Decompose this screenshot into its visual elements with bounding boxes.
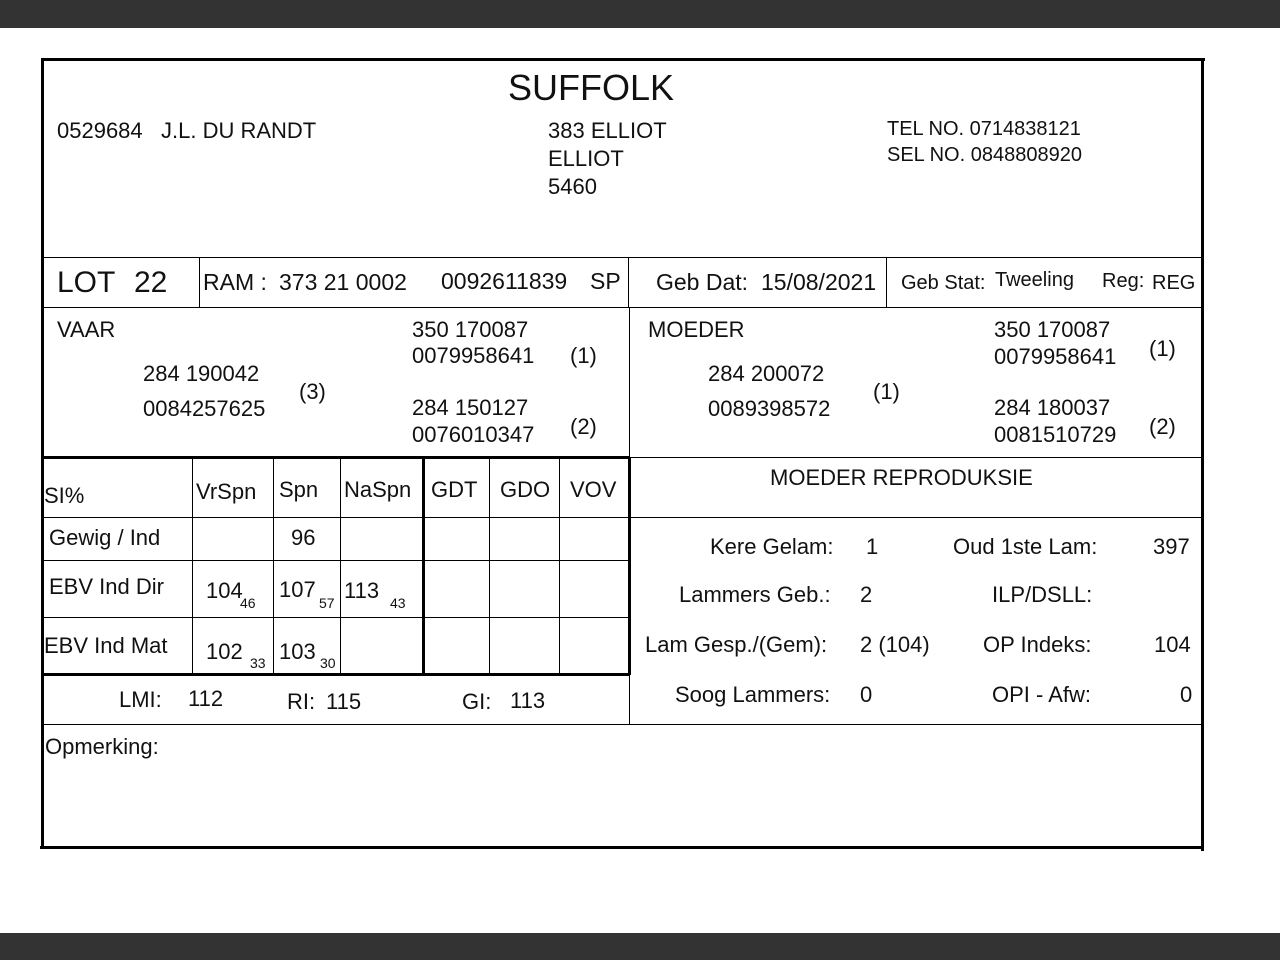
col-header-vov: VOV [570, 477, 617, 502]
lot-number: 22 [134, 266, 168, 299]
birth-date-label: Geb Dat: [656, 269, 749, 295]
birth-stat: Tweeling [995, 269, 1074, 291]
address-line-1: 383 ELLIOT [548, 118, 667, 143]
dam-sire-id: 350 170087 [994, 317, 1111, 342]
soog-lammers-label: Soog Lammers: [675, 682, 831, 707]
remarks-label: Opmerking: [45, 734, 159, 759]
top-dark-bar [0, 0, 1280, 28]
tel-number: TEL NO. 0714838121 [887, 118, 1081, 140]
ilp-dsll-label: ILP/DSLL: [992, 582, 1093, 607]
sire-dam-id: 284 150127 [412, 395, 529, 420]
rule-date-divider [886, 258, 887, 307]
ram-sp: SP [590, 268, 621, 294]
ebv-mat-spn-accuracy: 30 [320, 655, 336, 671]
op-indeks-value: 104 [1154, 632, 1191, 657]
dam-sire-reg: 0079958641 [994, 344, 1117, 369]
bottom-dark-bar [0, 933, 1280, 960]
row-label-ebv-mat: EBV Ind Mat [44, 633, 168, 658]
rule-perf-row2 [44, 617, 630, 618]
ebv-mat-vrspn-accuracy: 33 [250, 655, 266, 671]
ram-number: 373 21 0002 [279, 269, 407, 295]
sire-dam-grade: (2) [570, 414, 597, 439]
lot-label: LOT [57, 266, 116, 299]
rule-col-spn [340, 459, 341, 674]
ebv-dir-naspn-accuracy: 43 [390, 595, 406, 611]
rule-col-gdo [559, 459, 560, 674]
frame-left [41, 58, 44, 848]
ram-label: RAM : [203, 269, 267, 295]
sire-reg: 0084257625 [143, 396, 266, 421]
ri-value: 115 [326, 689, 362, 714]
rule-perf-row1 [44, 560, 630, 561]
gi-value: 113 [510, 688, 546, 713]
ebv-dir-spn: 107 [279, 577, 316, 602]
dam-dam-reg: 0081510729 [994, 422, 1117, 447]
dam-id: 284 200072 [708, 361, 825, 386]
address-line-3: 5460 [548, 174, 597, 199]
rule-lot [44, 307, 1202, 308]
breeder-name: J.L. DU RANDT [161, 118, 317, 143]
col-header-naspn: NaSpn [344, 477, 412, 502]
lammers-geb-value: 2 [860, 582, 873, 607]
ram-reg-no: 0092611839 [441, 268, 568, 294]
rule-pedigree-left [44, 456, 630, 459]
lmi-value: 112 [188, 686, 224, 711]
rule-pedigree-right [630, 457, 1202, 458]
reg-value: REG [1152, 272, 1196, 294]
ebv-dir-vrspn: 104 [206, 578, 243, 603]
frame-bottom [40, 846, 1201, 849]
birth-date: 15/08/2021 [761, 269, 877, 295]
rule-col-si [192, 459, 193, 674]
rule-col-naspn [422, 459, 425, 674]
rule-ram-divider [628, 258, 629, 307]
kere-gelam-label: Kere Gelam: [710, 534, 834, 559]
frame-top [42, 58, 1205, 61]
dam-grade: (1) [873, 379, 900, 404]
rule-perf-right [628, 457, 631, 675]
lmi-label: LMI: [119, 687, 162, 712]
sire-label: VAAR [57, 317, 116, 342]
rule-col-gdt [489, 459, 490, 674]
sire-id: 284 190042 [143, 361, 260, 386]
ebv-dir-vrspn-accuracy: 46 [240, 595, 256, 611]
sire-sire-reg: 0079958641 [412, 343, 535, 368]
weight-spn: 96 [291, 525, 316, 550]
lam-gesp-label: Lam Gesp./(Gem): [645, 632, 828, 657]
ri-label: RI: [287, 689, 316, 714]
lam-gesp-value: 2 (104) [860, 632, 930, 657]
breed-title: SUFFOLK [508, 67, 675, 108]
dam-dam-id: 284 180037 [994, 395, 1111, 420]
col-header-gdo: GDO [500, 477, 551, 502]
sire-dam-reg: 0076010347 [412, 422, 535, 447]
opi-afw-value: 0 [1180, 682, 1193, 707]
rule-repro-title [630, 517, 1202, 518]
col-header-si: SI% [44, 483, 85, 508]
gi-label: GI: [462, 689, 492, 714]
row-label-ebv-dir: EBV Ind Dir [49, 574, 164, 599]
rule-col-vrspn [273, 459, 274, 674]
address-line-2: ELLIOT [548, 146, 624, 171]
sire-sire-grade: (1) [570, 343, 597, 368]
lammers-geb-label: Lammers Geb.: [679, 582, 831, 607]
oud-1ste-lam-value: 397 [1153, 534, 1190, 559]
reg-label: Reg: [1102, 270, 1145, 292]
col-header-gdt: GDT [431, 477, 478, 502]
ebv-dir-naspn: 113 [344, 578, 380, 603]
ebv-mat-spn: 103 [279, 639, 316, 664]
birth-stat-label: Geb Stat: [901, 272, 986, 294]
dam-sire-grade: (1) [1149, 336, 1176, 361]
sire-sire-id: 350 170087 [412, 317, 529, 342]
sire-grade: (3) [299, 379, 326, 404]
soog-lammers-value: 0 [860, 682, 873, 707]
row-label-weight: Gewig / Ind [49, 525, 161, 550]
dam-dam-grade: (2) [1149, 414, 1176, 439]
sel-number: SEL NO. 0848808920 [887, 144, 1082, 166]
op-indeks-label: OP Indeks: [983, 632, 1092, 657]
rule-perf-bottom [44, 673, 630, 676]
rule-lot-divider [199, 258, 200, 307]
frame-right [1201, 58, 1204, 851]
dam-reg: 0089398572 [708, 396, 831, 421]
ebv-dir-spn-accuracy: 57 [319, 595, 335, 611]
kere-gelam-value: 1 [866, 534, 879, 559]
breeder-id: 0529684 [57, 118, 143, 143]
col-header-spn: Spn [279, 477, 319, 502]
rule-indices [44, 724, 1202, 725]
dam-label: MOEDER [648, 317, 745, 342]
rule-header [44, 257, 1202, 258]
ebv-mat-vrspn: 102 [206, 639, 243, 664]
oud-1ste-lam-label: Oud 1ste Lam: [953, 534, 1098, 559]
rule-perf-header [44, 517, 630, 518]
col-header-vrspn: VrSpn [196, 479, 257, 504]
dam-reproduction-title: MOEDER REPRODUKSIE [770, 465, 1033, 490]
opi-afw-label: OPI - Afw: [992, 682, 1092, 707]
